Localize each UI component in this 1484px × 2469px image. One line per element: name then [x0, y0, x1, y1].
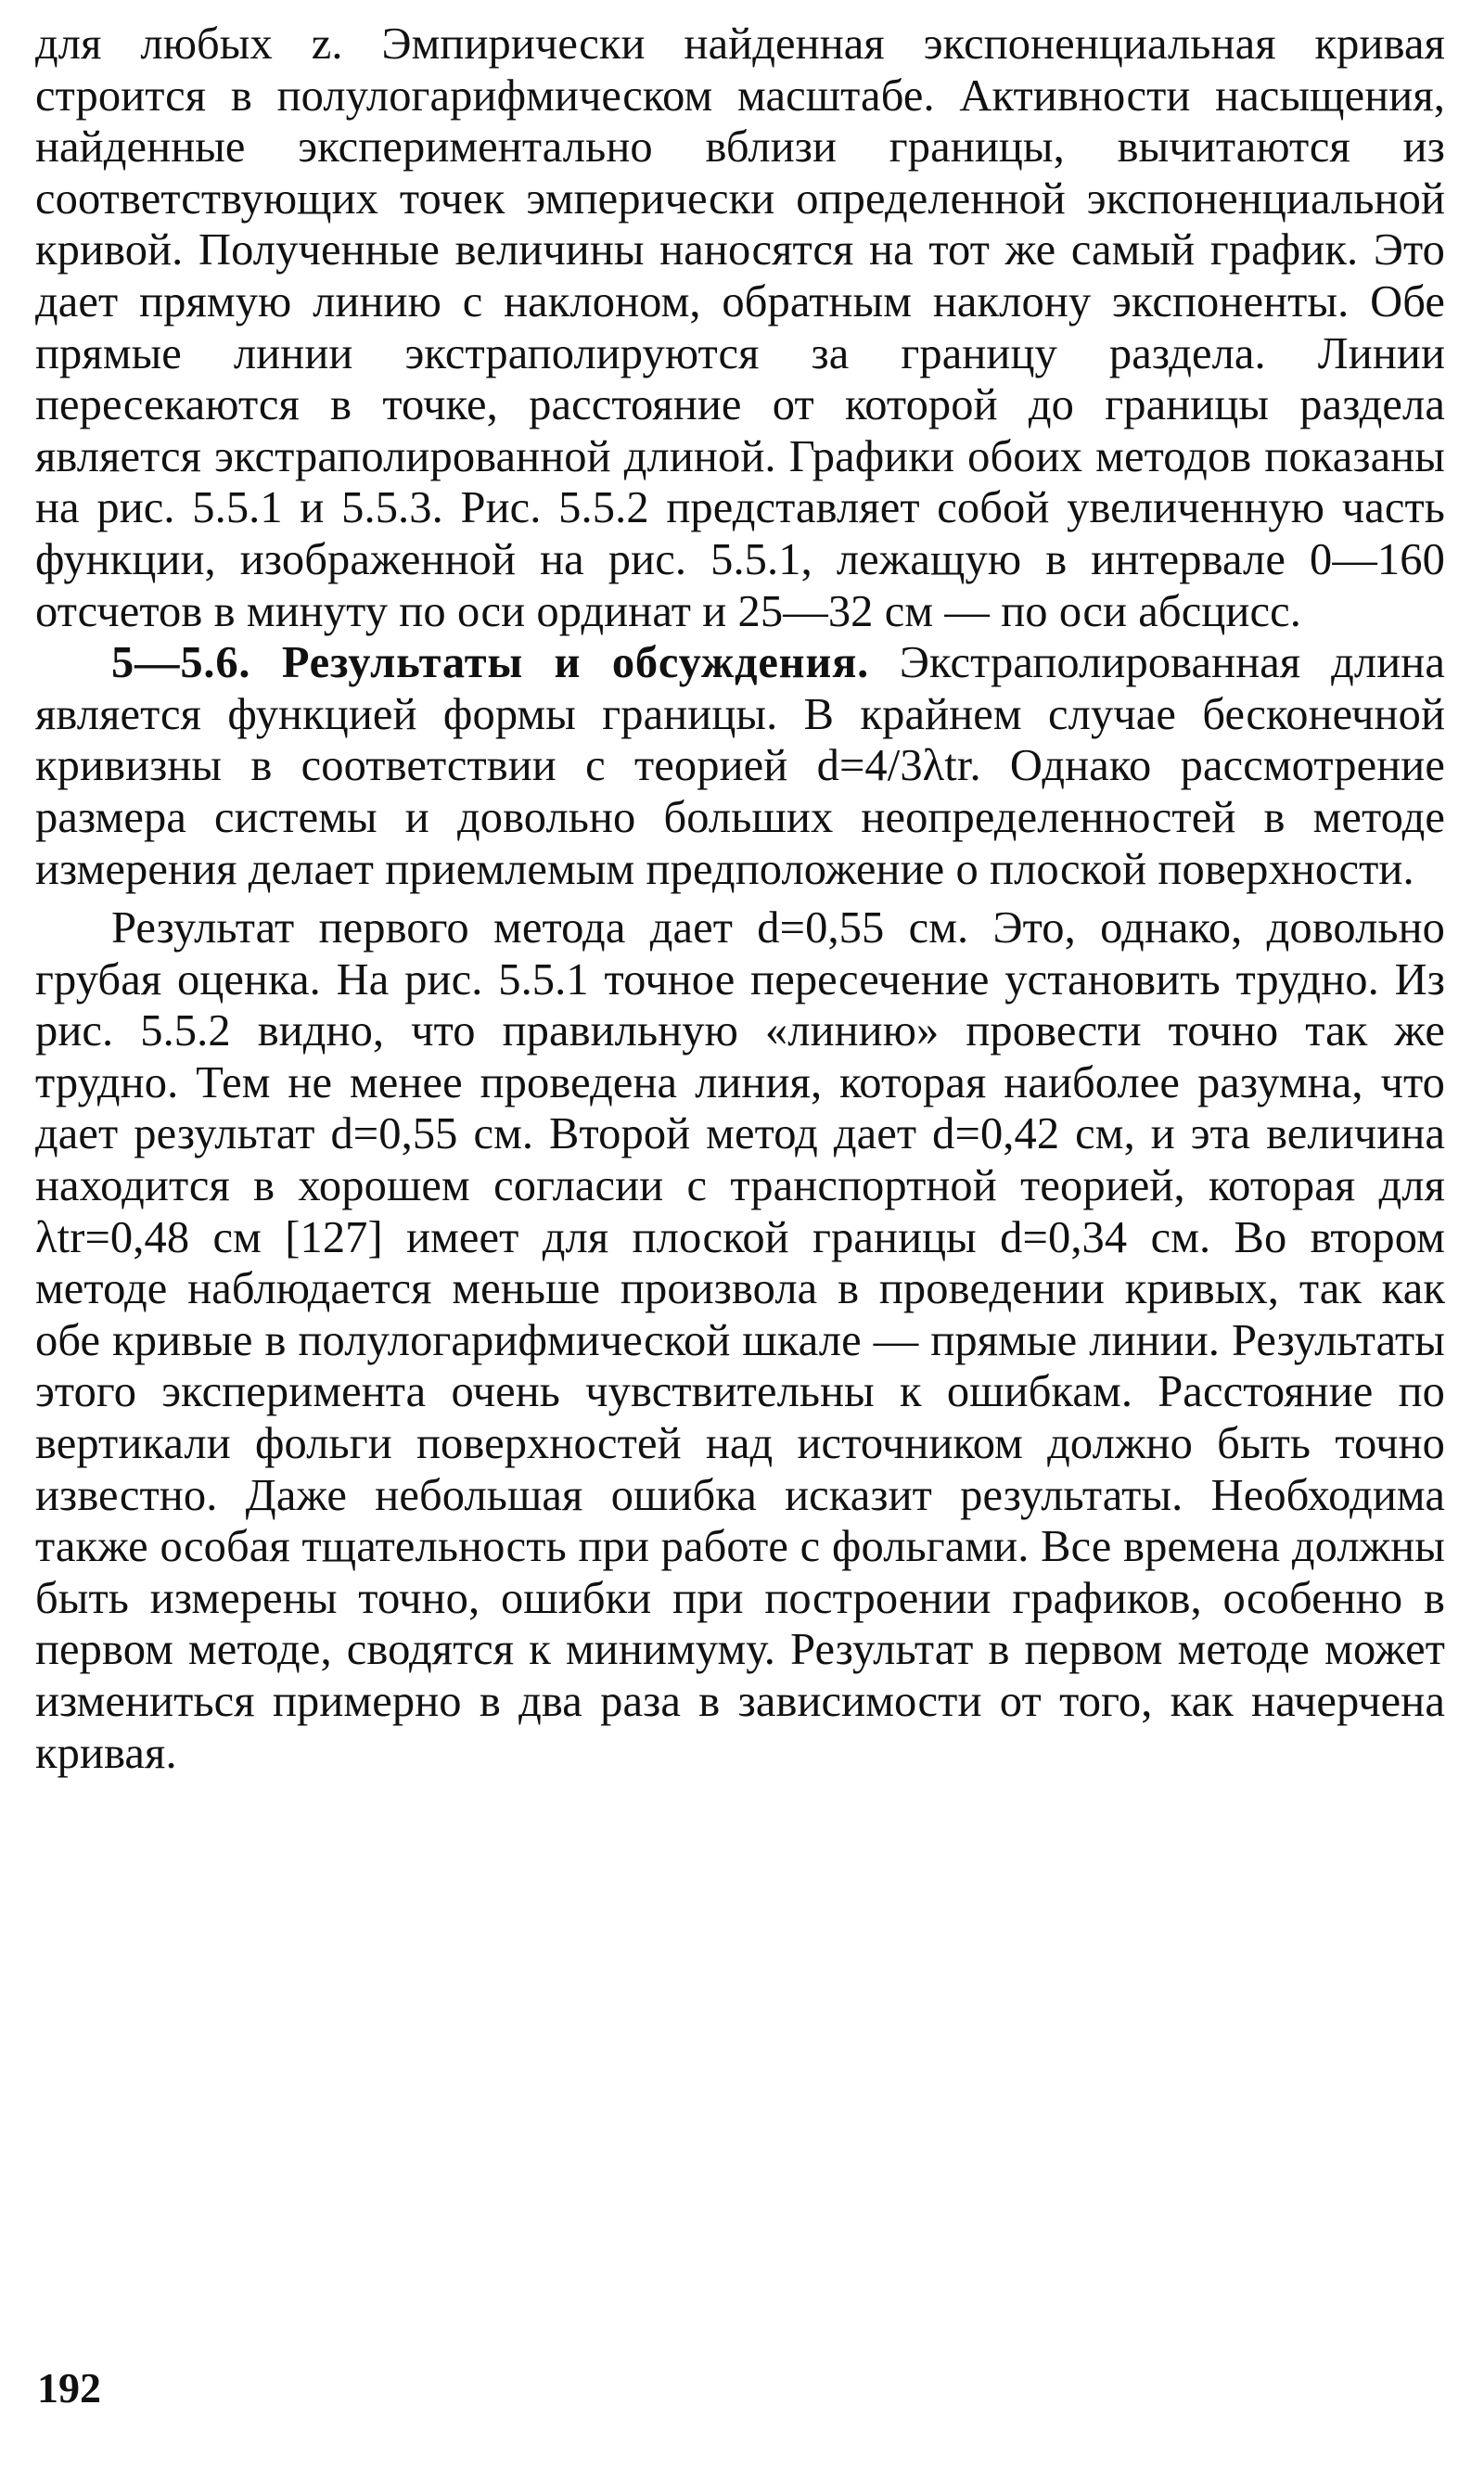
- document-page: [35, 19, 1445, 1779]
- paragraph-results-body: Экстраполированная длина является функцией формы границы. В крайнем случае бесконечной кривизны в соответствии с теорией d=4/3λtr. Однако рассмотрение размера системы и довольно больших неопределенностей в методе измерения делает приемлемым предположение о плоской поверхности.: [35, 638, 1445, 894]
- section-heading: 5—5.6. Результаты и обсуждения.: [111, 638, 870, 688]
- page-number: 192: [37, 2364, 101, 2411]
- paragraph-first-method-result: Результат первого метода дает d=0,55 см. Это, однако, довольно грубая оценка. На рис. 5.5.1 точное пересечение установить трудно. Из рис. 5.5.2 видно, что правильную «линию» провести точно так же трудно. Тем не менее проведена линия, которая наиболее разумна, что дает результат d=0,55 см. Второй метод дает d=0,42 см, и эта величина находится в хорошем согласии с транспортной теорией, которая для λtr=0,48 см [127] имеет для плоской границы d=0,34 см. Во втором методе наблюдается меньше произвола в проведении кривых, так как обе кривые в полулогарифмической шкале — прямые линии. Результаты этого эксперимента очень чувствительны к ошибкам. Расстояние по вертикали фольги поверхностей над источником должно быть точно известно. Даже небольшая ошибка исказит результаты. Необходима также особая тщательность при работе с фольгами. Все времена должны быть измерены точно, ошибки при построении графиков, особенно в первом методе, сводятся к минимуму. Результат в первом методе может измениться примерно в два раза в зависимости от того, как начерчена кривая.: [35, 903, 1445, 1778]
- paragraph-extrapolation-method: для любых z. Эмпирически найденная экспоненциальная кривая строится в полулогарифмическом масштабе. Активности насыщения, найденные экспериментально вблизи границы, вычитаются из соответствующих точек эмперически определенной экспоненциальной кривой. Полученные величины наносятся на тот же самый график. Это дает прямую линию с наклоном, обратным наклону экспоненты. Обе прямые линии экстраполируются за границу раздела. Линии пересекаются в точке, расстояние от которой до границы раздела является экстраполированной длиной. Графики обоих методов показаны на рис. 5.5.1 и 5.5.3. Рис. 5.5.2 представляет собой увеличенную часть функции, изображенной на рис. 5.5.1, лежащую в интервале 0—160 отсчетов в минуту по оси ординат и 25—32 см — по оси абсцисс.: [35, 19, 1445, 636]
- paragraph-results-discussion: [35, 637, 1445, 895]
